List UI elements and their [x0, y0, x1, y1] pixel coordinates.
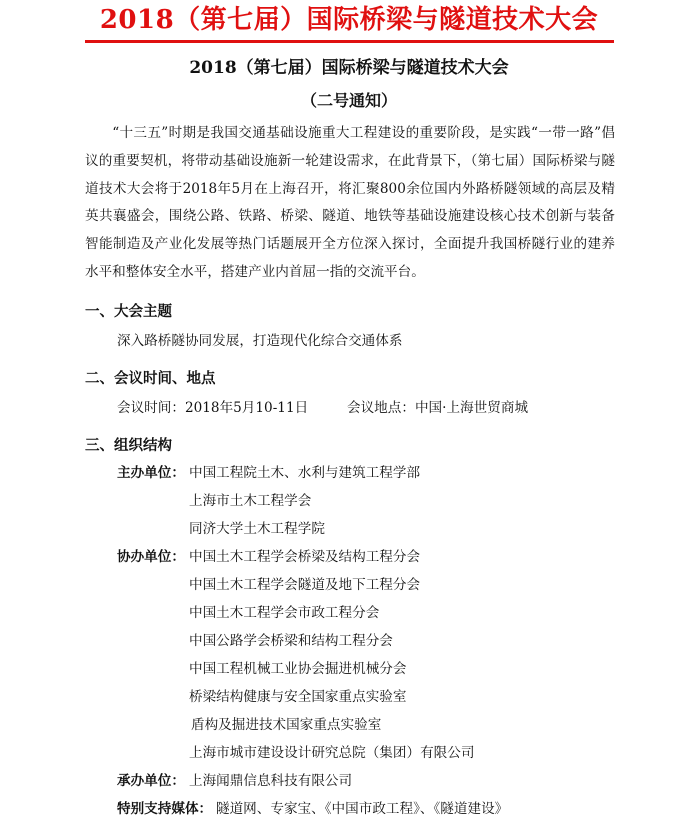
document-title: 2018（第七届）国际桥梁与隧道技术大会: [189, 58, 509, 78]
host-item: 上海市土木工程学会: [189, 493, 312, 509]
host-item: 同济大学土木工程学院: [189, 521, 325, 537]
co-organizer-item: 中国工程机械工业协会掘进机械分会: [189, 661, 407, 677]
host-item: 中国工程院土木、水利与建筑工程学部: [189, 465, 421, 481]
undertaker-label: 承办单位：: [117, 773, 185, 789]
co-organizer-label: 协办单位：: [117, 549, 185, 565]
section-theme-heading: 一、大会主题: [85, 303, 172, 320]
media-label: 特别支持媒体：: [117, 801, 213, 817]
intro-paragraph: “十三五”时期是我国交通基础设施重大工程建设的重要阶段，是实践“一带一路”倡议的重要契机，将带动基础设施新一轮建设需求，在此背景下，（第七届）国际桥梁与隧道技术大会将于2018年5月在上海召开，将汇聚800余位国内外路桥隧领域的高层及精英共襄盛会，围绕公路、铁路、桥梁、隧道、地铁等基础设施建设核心技术创新与装备智能制造及产业化发展等热门话题展开全方位深入探讨，全面提升我国桥隧行业的建养水平和整体安全水平，搭建产业内首屈一指的交流平台。: [85, 125, 615, 280]
undertaker-name: 上海闻鼎信息科技有限公司: [189, 773, 353, 789]
meeting-place: 会议地点：中国·上海世贸商城: [347, 400, 529, 416]
section-time-place-heading: 二、会议时间、地点: [85, 370, 216, 387]
co-organizer-item: 上海市城市建设设计研究总院（集团）有限公司: [189, 745, 475, 761]
banner-divider: [85, 40, 614, 43]
media-list: 隧道网、专家宝、《中国市政工程》、《隧道建设》: [216, 801, 509, 817]
section-organization-heading: 三、组织结构: [85, 437, 172, 454]
co-organizer-item: 桥梁结构健康与安全国家重点实验室: [189, 689, 407, 705]
co-organizer-item: 中国土木工程学会桥梁及结构工程分会: [189, 549, 421, 565]
document-subtitle: （二号通知）: [300, 91, 397, 110]
banner-title: 2018（第七届）国际桥梁与隧道技术大会: [99, 5, 599, 35]
meeting-time: 会议时间：2018年5月10-11日: [117, 400, 309, 416]
co-organizer-item: 中国公路学会桥梁和结构工程分会: [189, 633, 393, 649]
co-organizer-item: 盾构及掘进技术国家重点实验室: [191, 717, 382, 733]
theme-content: 深入路桥隧协同发展，打造现代化综合交通体系: [117, 333, 403, 349]
co-organizer-item: 中国土木工程学会市政工程分会: [189, 605, 380, 621]
co-organizer-item: 中国土木工程学会隧道及地下工程分会: [189, 577, 421, 593]
host-label: 主办单位：: [117, 465, 185, 481]
